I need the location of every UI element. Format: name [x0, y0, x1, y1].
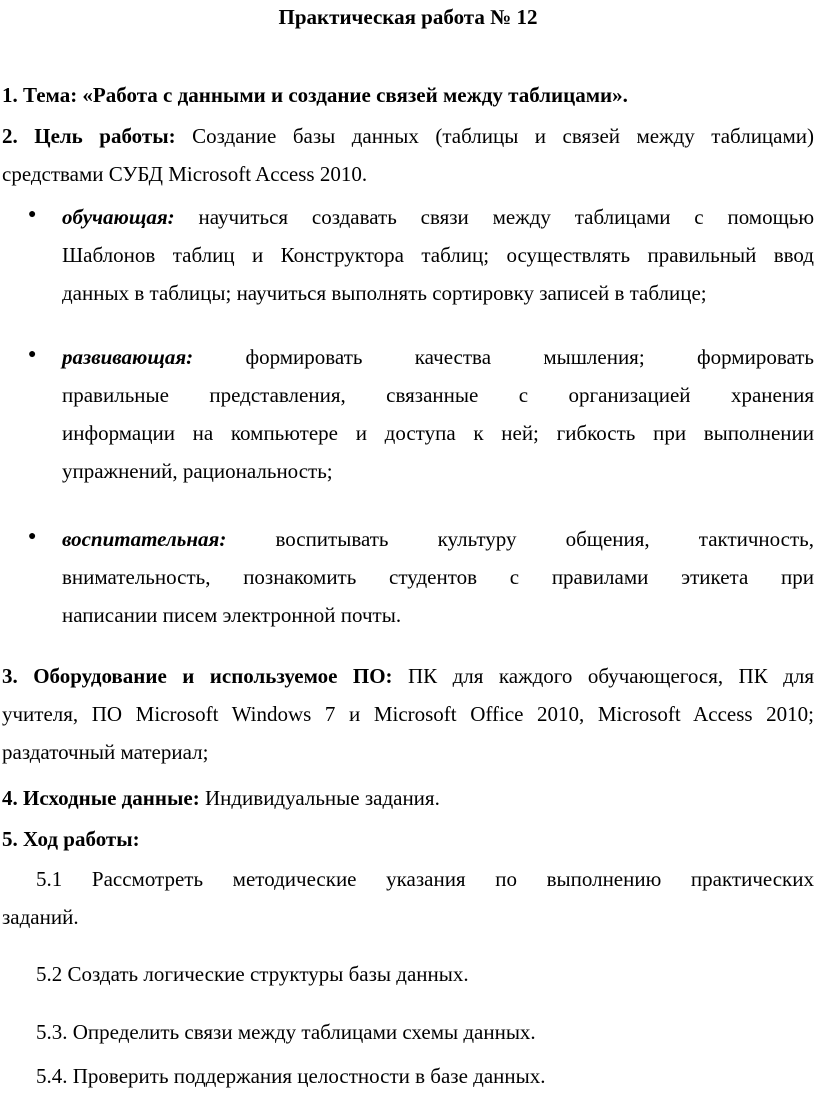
progress-heading: 5. Ход работы:	[2, 827, 140, 851]
goal-item-line: обучающая: научиться создавать связи между таблицами с помощью	[62, 205, 815, 229]
goal-line-1	[2, 117, 814, 155]
step-5-1	[2, 860, 814, 936]
equipment-label: 3. Оборудование и используемое ПО:	[2, 664, 393, 688]
source-label: 4. Исходные данные:	[2, 786, 200, 810]
goal-item-line: данных в таблицы; научиться выполнять сортировку записей в таблице;	[62, 281, 707, 305]
goal-line-2: средствами СУБД Microsoft Access 2010.	[2, 162, 368, 186]
topic-heading: 1. Тема: «Работа с данными и создание связей между таблицами».	[2, 83, 628, 107]
goal-item-upbringing	[62, 520, 814, 634]
goal-item-line: правильные представления, связанные с организацией хранения	[62, 383, 814, 407]
goal-item-educational	[62, 198, 814, 312]
goal-section	[2, 117, 814, 193]
step-5-3: 5.3. Определить связи между таблицами схемы данных.	[36, 1020, 536, 1044]
goal-text: Создание базы данных (таблицы и связей между таблицами)	[192, 124, 815, 148]
goal-item-label: развивающая:	[62, 345, 194, 369]
bullet-icon: ●	[28, 207, 37, 222]
goal-item-developing	[62, 338, 814, 490]
goal-item-line: воспитательная: воспитывать культуру общения, тактичность,	[62, 527, 815, 551]
goal-item-line: Шаблонов таблиц и Конструктора таблиц; осуществлять правильный ввод	[62, 243, 814, 267]
step-line: заданий.	[2, 905, 79, 929]
equipment-line-3: раздаточный материал;	[2, 740, 209, 764]
bullet-icon: ●	[28, 347, 37, 362]
goal-item-line: внимательность, познакомить студентов с правилами этикета при	[62, 565, 814, 589]
goal-item-line: написании писем электронной почты.	[62, 603, 402, 627]
goal-label: 2. Цель работы:	[2, 124, 176, 148]
equipment-line-2: учителя, ПО Microsoft Windows 7 и Microsoft Office 2010, Microsoft Access 2010;	[2, 702, 814, 726]
bullet-icon: ●	[28, 529, 37, 544]
goal-item-label: обучающая:	[62, 205, 175, 229]
step-5-2: 5.2 Создать логические структуры базы данных.	[36, 962, 469, 986]
goal-item-label: воспитательная:	[62, 527, 227, 551]
source-section	[2, 779, 814, 817]
equipment-line-1: 3. Оборудование и используемое ПО: ПК для каждого обучающегося, ПК для	[2, 664, 814, 688]
goal-item-line: упражнений, рациональность;	[62, 459, 333, 483]
page-title: Практическая работа № 12	[278, 5, 538, 29]
step-5-4: 5.4. Проверить поддержания целостности в базе данных.	[36, 1064, 546, 1088]
equipment-section	[2, 657, 814, 771]
goal-item-line: информации на компьютере и доступа к ней; гибкость при выполнении	[62, 421, 814, 445]
source-text: Индивидуальные задания.	[204, 786, 440, 810]
goal-item-line: развивающая: формировать качества мышления; формировать	[62, 345, 814, 369]
step-line: 5.1 Рассмотреть методические указания по выполнению практических	[36, 867, 814, 891]
